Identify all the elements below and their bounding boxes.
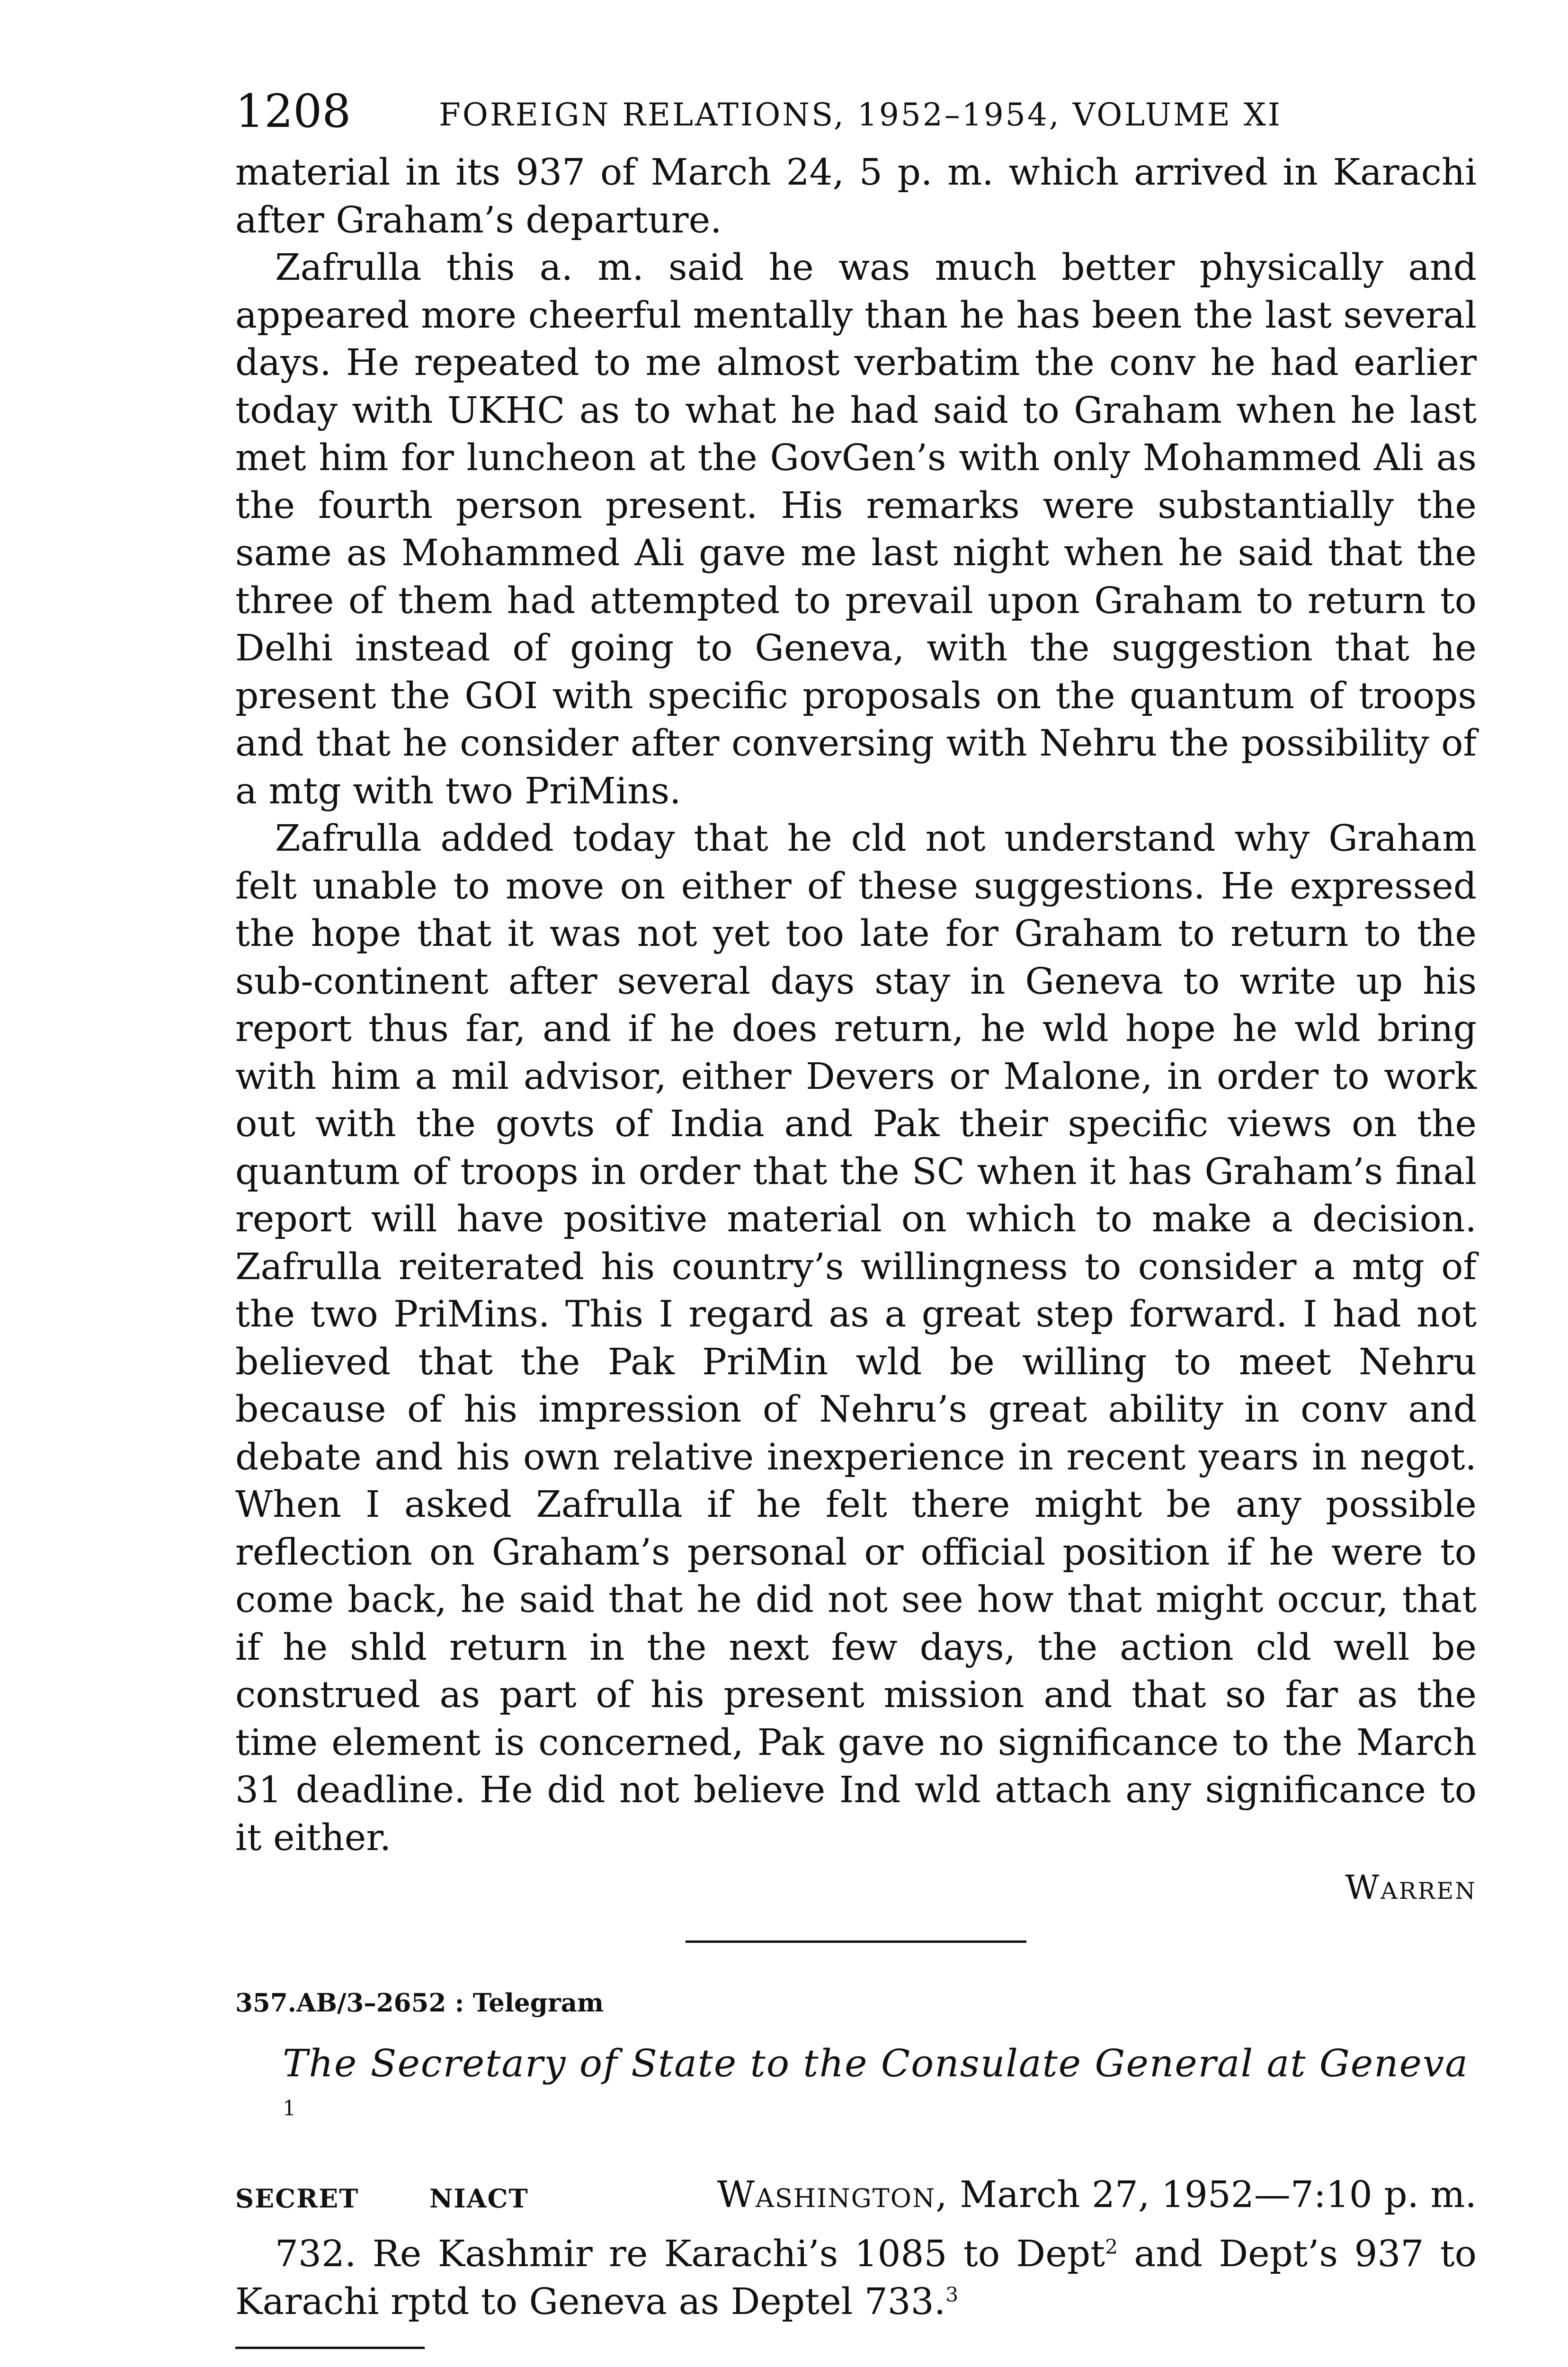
footnote-divider: [235, 2347, 425, 2349]
paragraph-3: Zafrulla added today that he cld not understand why Graham felt unable to move on either of these suggestions. He expressed the hope that it was not yet too late for Graham to return to the sub-continent after several days stay in Geneva to write up his report thus far, and if he does return, he wld hope he wld bring with him a mil advisor, either Devers or Malone, in order to work out with the govts of India and Pak their specific views on the quantum of troops in order that the SC when it has Graham’s final report will have positive material on which to make a decision. Zafrulla reiterated his country’s willingness to consider a mtg of the two PriMins. This I regard as a great step forward. I had not believed that the Pak PriMin wld be willing to meet Nehru because of his impression of Nehru’s great ability in conv and debate and his own relative inexperience in recent years in negot. When I asked Zafrulla if he felt there might be any possible reflection on Graham’s personal or official position if he were to come back, he said that he did not see how that might occur, that if he shld return in the next few days, the action cld well be construed as part of his present mission and that so far as the time element is concerned, Pak gave no significance to the March 31 deadline. He did not believe Ind wld attach any significance to it either.: [235, 818, 1477, 1859]
signature: Warren: [1345, 1868, 1477, 1907]
page-number: 1208: [235, 85, 351, 138]
dateline: [717, 2174, 1477, 2216]
document-title: [235, 2038, 1477, 2142]
footnote-ref-3: 3: [945, 2282, 959, 2306]
dateline-date: March 27, 1952—7:10 p. m.: [948, 2174, 1477, 2216]
dateline-place: Washington,: [717, 2174, 948, 2216]
telegram-text-b: and Dept’s 937 to Karachi rptd to Geneva as Deptel 733.: [235, 2233, 1477, 2323]
footnote-ref-1: 1: [283, 2096, 297, 2121]
telegram-body: [235, 2231, 1477, 2326]
page-content: [235, 78, 1477, 2367]
classification: SECRET: [235, 2183, 359, 2214]
footnote-ref-2: 2: [1105, 2235, 1118, 2259]
telegram-header: [235, 2169, 1477, 2226]
letter-body: [235, 149, 1477, 1862]
running-head: FOREIGN RELATIONS, 1952–1954, VOLUME XI: [439, 97, 1282, 133]
file-reference: 357.AB/3–2652 : Telegram: [235, 1988, 604, 2018]
precedence: NIACT: [429, 2183, 529, 2214]
paragraph-2: Zafrulla this a. m. said he was much better physically and appeared more cheerful mentally than he has been the last several days. He repeated to me almost verbatim the conv he had earlier today with UKHC as to what he had said to Graham when he last met him for luncheon at the GovGen’s with only Mohammed Ali as the fourth person present. His remarks were substantially the same as Mohammed Ali gave me last night when he said that the three of them had attempted to prevail upon Graham to return to Delhi instead of going to Geneva, with the suggestion that he present the GOI with specific proposals on the quantum of troops and that he consider after conversing with Nehru the possibility of a mtg with two PriMins.: [235, 247, 1477, 812]
document-title-text: The Secretary of State to the Consulate General at Geneva: [283, 2041, 1469, 2085]
section-divider: [686, 1940, 1026, 1943]
page-header: [235, 78, 1477, 149]
telegram-paragraph: [235, 2231, 1477, 2326]
paragraph-1: material in its 937 of March 24, 5 p. m. which arrived in Karachi after Graham’s departure.: [235, 151, 1477, 241]
telegram-text-a: 732. Re Kashmir re Karachi’s 1085 to Dept: [275, 2233, 1105, 2275]
